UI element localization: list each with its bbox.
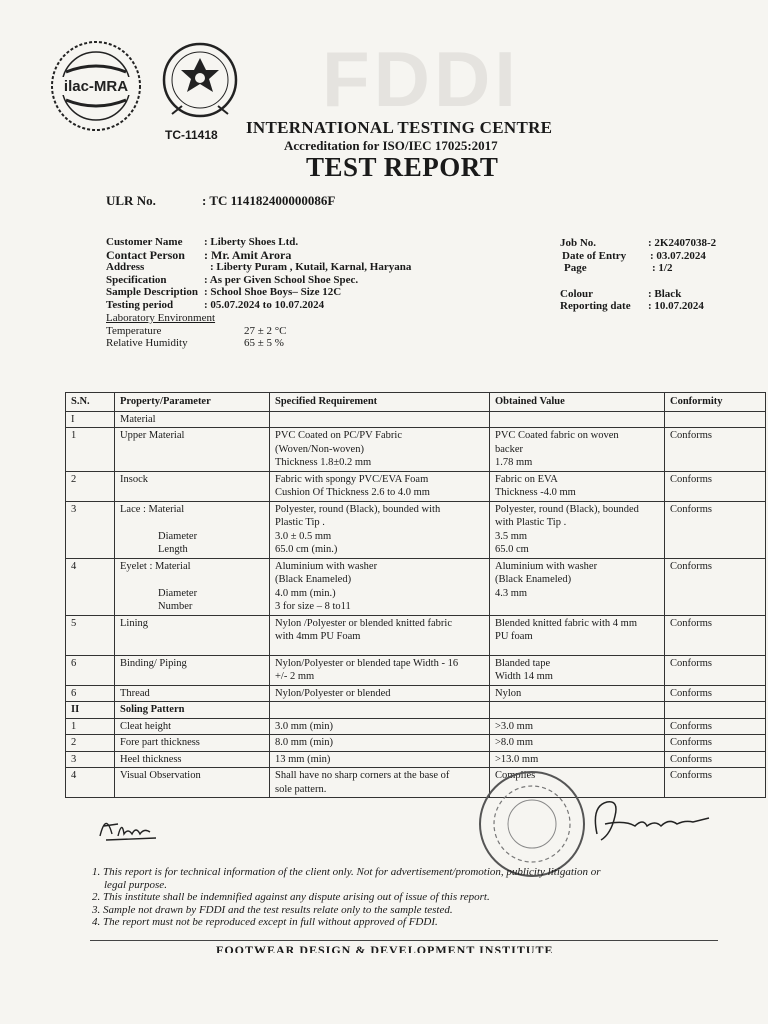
customer-name-label: Customer Name <box>106 236 183 248</box>
report-title: TEST REPORT <box>306 152 499 182</box>
row-conformity: Conforms <box>665 558 766 615</box>
colour-label: Colour <box>560 287 593 300</box>
section-label: Material <box>115 411 270 428</box>
accreditation-line: Accreditation for ISO/IEC 17025:2017 <box>284 138 498 153</box>
row-obtained: Fabric on EVA Thickness -4.0 mm <box>490 471 665 501</box>
table-row <box>66 718 766 735</box>
table-row <box>66 501 766 558</box>
row-sn: 3 <box>66 751 115 768</box>
signature-left <box>96 806 166 846</box>
table-row <box>66 471 766 501</box>
row-param: Fore part thickness <box>115 735 270 752</box>
row-spec: 13 mm (min) <box>270 751 490 768</box>
tc-number: TC-11418 <box>165 128 218 142</box>
table-header-row <box>66 393 766 412</box>
table-row <box>66 655 766 685</box>
row-param: Eyelet : Material Diameter Number <box>115 558 270 615</box>
institute-footer: FOOTWEAR DESIGN & DEVELOPMENT INSTITUTE <box>216 943 554 953</box>
col-obtained: Obtained Value <box>490 393 665 412</box>
period-label: Testing period <box>106 298 174 311</box>
row-obtained: Blended knitted fabric with 4 mm PU foam <box>490 615 665 655</box>
contact-label: Contact Person <box>106 247 185 262</box>
row-sn: 4 <box>66 768 115 798</box>
row-conformity: Conforms <box>665 718 766 735</box>
customer-info <box>106 236 411 311</box>
footnote-1b: legal purpose. <box>104 878 167 891</box>
row-conformity: Conforms <box>665 655 766 685</box>
ulr-value: : TC 114182400000086F <box>202 193 336 208</box>
customer-name-value: : Liberty Shoes Ltd. <box>204 236 299 248</box>
date-entry-value: : 03.07.2024 <box>650 249 706 262</box>
row-sn: 3 <box>66 501 115 558</box>
row-sn: 6 <box>66 655 115 685</box>
table-row <box>66 558 766 615</box>
ilac-mra-logo <box>48 38 144 134</box>
table-row <box>66 428 766 472</box>
row-param: Visual Observation <box>115 768 270 798</box>
row-sn: 2 <box>66 471 115 501</box>
table-row <box>66 735 766 752</box>
row-param: Binding/ Piping <box>115 655 270 685</box>
row-obtained: PVC Coated fabric on woven backer 1.78 mm <box>490 428 665 472</box>
row-conformity: Conforms <box>665 471 766 501</box>
job-no-label: Job No. <box>560 237 597 249</box>
row-spec: 3.0 mm (min) <box>270 718 490 735</box>
row-conformity: Conforms <box>665 768 766 798</box>
row-obtained: >13.0 mm <box>490 751 665 768</box>
row-param: Lining <box>115 615 270 655</box>
footnote-4: 4. The report must not be reproduced except in full without approved of FDDI. <box>92 916 438 928</box>
row-sn: 4 <box>66 558 115 615</box>
footnote-2: 2. This institute shall be indemnified against any dispute arising out of issue of this report. <box>92 891 490 903</box>
row-sn: 5 <box>66 615 115 655</box>
table-row <box>66 615 766 655</box>
row-conformity: Conforms <box>665 735 766 752</box>
accreditation-seal-logo <box>160 36 240 136</box>
lab-environment <box>106 312 287 350</box>
reporting-date-label: Reporting date <box>560 300 631 312</box>
row-param: Cleat height <box>115 718 270 735</box>
humidity-value: 65 ± 5 % <box>244 337 284 349</box>
results-table <box>65 392 766 798</box>
row-spec: Polyester, round (Black), bounded with Plastic Tip . 3.0 ± 0.5 mm 65.0 cm (min.) <box>270 501 490 558</box>
row-param: Upper Material <box>115 428 270 472</box>
row-sn: 1 <box>66 428 115 472</box>
row-obtained: Nylon <box>490 685 665 702</box>
row-spec: Nylon /Polyester or blended knitted fabric with 4mm PU Foam <box>270 615 490 655</box>
row-obtained: Blanded tape Width 14 mm <box>490 655 665 685</box>
section-row <box>66 702 766 719</box>
ulr-label: ULR No. <box>106 193 156 208</box>
row-conformity: Conforms <box>665 615 766 655</box>
table-row <box>66 751 766 768</box>
row-param: Thread <box>115 685 270 702</box>
page-value: : 1/2 <box>652 262 673 274</box>
row-param: Insock <box>115 471 270 501</box>
row-spec: Fabric with spongy PVC/EVA Foam Cushion Of Thickness 2.6 to 4.0 mm <box>270 471 490 501</box>
col-conformity: Conformity <box>665 393 766 412</box>
spec-label: Specification <box>106 273 167 286</box>
footnote-3: 3. Sample not drawn by FDDI and the test results relate only to the sample tested. <box>92 903 453 916</box>
address-label: Address <box>106 261 145 273</box>
section-label: Soling Pattern <box>115 702 270 719</box>
row-sn: 6 <box>66 685 115 702</box>
spec-value: : As per Given School Shoe Spec. <box>204 273 359 286</box>
section-sn: II <box>66 702 115 719</box>
ilac-mra-text: ilac-MRA <box>63 78 129 95</box>
temperature-label: Temperature <box>106 324 162 337</box>
page-label: Page <box>564 262 587 274</box>
row-obtained: >3.0 mm <box>490 718 665 735</box>
row-param: Lace : Material Diameter Length <box>115 501 270 558</box>
job-no-value: : 2K2407038-2 <box>648 237 717 249</box>
row-spec: Shall have no sharp corners at the base of sole pattern. <box>270 768 490 798</box>
table-row <box>66 685 766 702</box>
row-conformity: Conforms <box>665 428 766 472</box>
temperature-value: 27 ± 2 °C <box>244 324 287 337</box>
colour-value: : Black <box>648 287 682 300</box>
humidity-label: Relative Humidity <box>106 337 188 349</box>
sample-label: Sample Description <box>106 286 198 298</box>
row-conformity: Conforms <box>665 751 766 768</box>
centre-title: INTERNATIONAL TESTING CENTRE <box>246 118 553 137</box>
period-value: : 05.07.2024 to 10.07.2024 <box>204 298 325 311</box>
section-sn: I <box>66 411 115 428</box>
footnote-1: 1. This report is for technical information of the client only. Not for advertisement/promotion, publicity litigation or <box>92 866 601 878</box>
row-obtained: Aluminium with washer (Black Enameled) 4.3 mm <box>490 558 665 615</box>
sample-value: : School Shoe Boys– Size 12C <box>204 286 342 298</box>
row-spec: 8.0 mm (min) <box>270 735 490 752</box>
row-conformity: Conforms <box>665 501 766 558</box>
contact-value: : Mr. Amit Arora <box>204 247 292 262</box>
institute-stamp <box>470 768 594 880</box>
col-sn: S.N. <box>66 393 115 412</box>
table-row <box>66 768 766 798</box>
row-spec: Nylon/Polyester or blended tape Width - 16 +/- 2 mm <box>270 655 490 685</box>
row-spec: Nylon/Polyester or blended <box>270 685 490 702</box>
section-row <box>66 411 766 428</box>
row-spec: PVC Coated on PC/PV Fabric (Woven/Non-woven) Thickness 1.8±0.2 mm <box>270 428 490 472</box>
row-param: Heel thickness <box>115 751 270 768</box>
reporting-date-value: : 10.07.2024 <box>648 300 704 312</box>
row-obtained: Polyester, round (Black), bounded with Plastic Tip . 3.5 mm 65.0 cm <box>490 501 665 558</box>
job-info <box>560 237 716 313</box>
row-spec: Aluminium with washer (Black Enameled) 4.0 mm (min.) 3 for size – 8 to11 <box>270 558 490 615</box>
row-conformity: Conforms <box>665 685 766 702</box>
lab-env-heading: Laboratory Environment <box>106 312 216 324</box>
date-entry-label: Date of Entry <box>562 249 627 262</box>
col-property: Property/Parameter <box>115 393 270 412</box>
row-sn: 2 <box>66 735 115 752</box>
fddi-watermark: FDDI <box>322 35 520 123</box>
address-value: : Liberty Puram , Kutail, Karnal, Haryana <box>210 261 412 273</box>
row-sn: 1 <box>66 718 115 735</box>
col-spec: Specified Requirement <box>270 393 490 412</box>
row-obtained: Complies <box>490 768 665 798</box>
footer-divider <box>90 940 718 941</box>
row-obtained: >8.0 mm <box>490 735 665 752</box>
footnotes <box>92 866 601 929</box>
signature-right <box>585 794 715 848</box>
